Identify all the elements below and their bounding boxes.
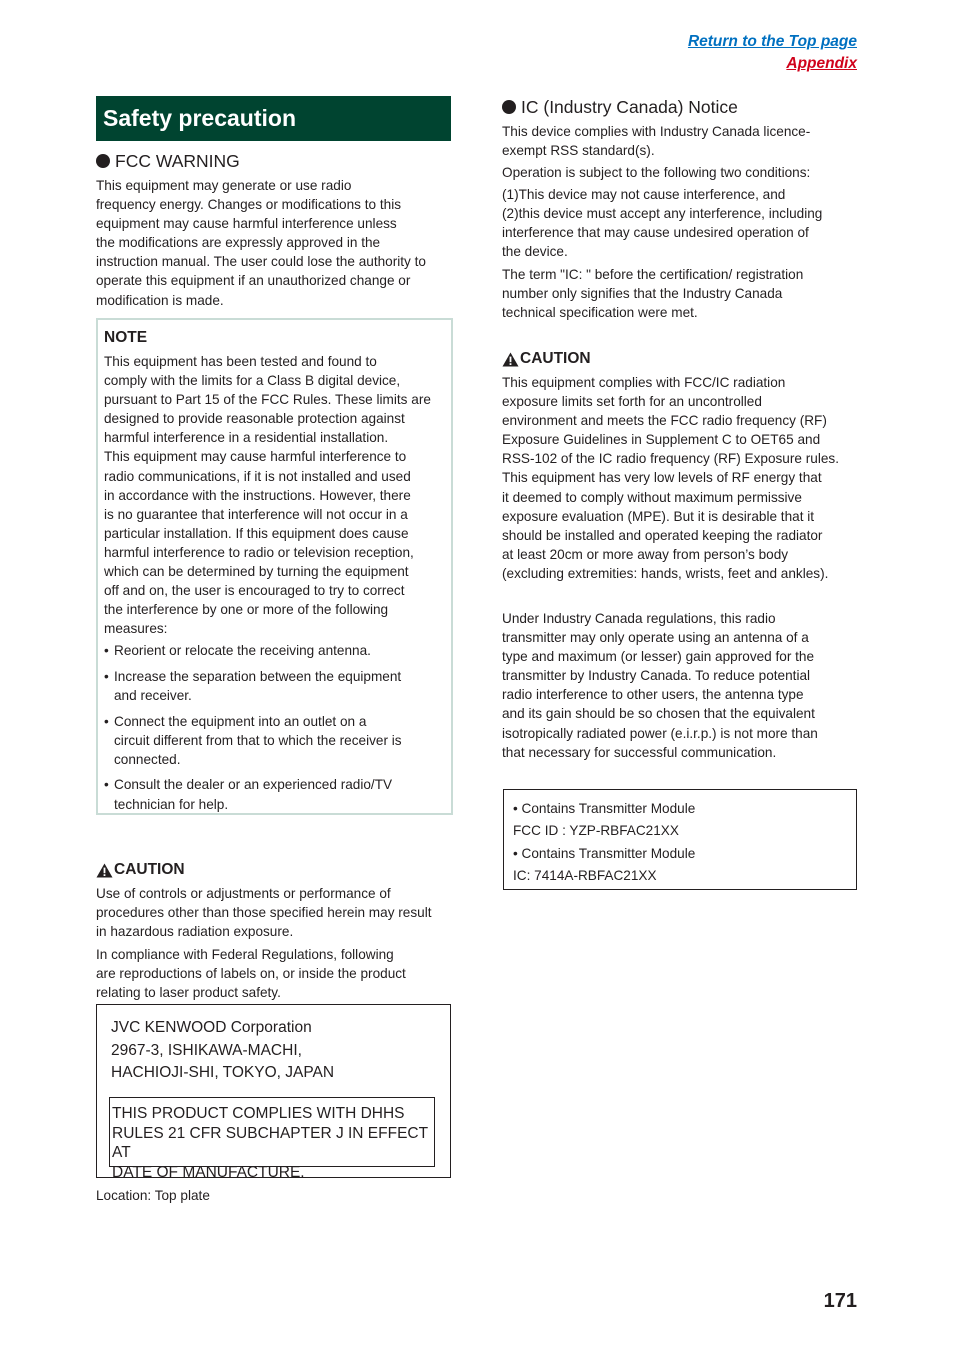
text-line: type and maximum (or lesser) gain approved for the: [502, 649, 815, 665]
warning-triangle-icon: [502, 352, 519, 367]
text-line: transmitter by Industry Canada. To reduce potential: [502, 668, 811, 684]
text-line: interference that may cause undesired operation of: [502, 225, 809, 241]
text-line: exempt RSS standard(s).: [502, 143, 655, 159]
text-line: environment and meets the FCC radio frequency (RF): [502, 413, 827, 429]
note-box: [96, 318, 453, 815]
text-line: in hazardous radiation exposure.: [96, 924, 294, 940]
text-line: This equipment complies with FCC/IC radiation: [502, 375, 786, 390]
text-line: Under Industry Canada regulations, this radio: [502, 611, 776, 626]
fcc-warning-heading-text: FCC WARNING: [115, 151, 240, 171]
text-line: isotropically radiated power (e.i.r.p.) is not more than: [502, 725, 818, 741]
ic-para-2: [502, 163, 810, 182]
text-line: RULES 21 CFR SUBCHAPTER J IN EFFECT AT: [112, 1124, 428, 1162]
text-line: This equipment may cause harmful interference to: [104, 449, 407, 465]
text-line: frequency energy. Changes or modifications to this: [96, 197, 402, 213]
text-line: RSS-102 of the IC radio frequency (RF) Exposure rules.: [502, 451, 839, 467]
product-label-box: [96, 1004, 451, 1181]
text-line: and its gain should be so chosen that the equivalent: [502, 706, 815, 722]
text-line: • Reorient or relocate the receiving antenna.: [114, 643, 371, 659]
text-line: that necessary for successful communication.: [502, 744, 777, 760]
text-line: IC: 7414A-RBFAC21XX: [513, 867, 657, 883]
page-number: 171: [823, 1290, 857, 1312]
text-line: harmful interference to radio or television reception,: [104, 544, 414, 560]
text-line: number only signifies that the Industry Canada: [502, 286, 783, 302]
text-line: the interference by one or more of the following: [104, 602, 389, 618]
text-line: • Increase the separation between the equipment: [114, 669, 402, 684]
text-line: • Contains Transmitter Module: [513, 845, 696, 861]
text-line: pursuant to Part 15 of the FCC Rules. These limits are: [104, 392, 431, 408]
text-line: radio interference to other users, the antenna type: [502, 687, 804, 703]
text-line: in accordance with the instructions. However, there: [104, 487, 411, 503]
laser-caution-heading: [96, 860, 185, 880]
text-line: should be installed and operated keeping the radiator: [502, 527, 823, 543]
fcc-warning-heading: [96, 150, 240, 172]
text-line: off and on, the user is encouraged to try to correct: [104, 583, 405, 599]
text-line: • Connect the equipment into an outlet on a: [114, 713, 367, 729]
text-line: (excluding extremities: hands, wrists, feet and ankles).: [502, 565, 829, 581]
label-location: Location: Top plate: [96, 1188, 210, 1203]
text-line: comply with the limits for a Class B digital device,: [104, 373, 401, 389]
list-item: [104, 667, 445, 705]
list-item: [104, 712, 445, 769]
text-line: (2)this device must accept any interference, including: [502, 206, 823, 222]
text-line: THIS PRODUCT COMPLIES WITH DHHS: [112, 1105, 405, 1122]
text-line: instruction manual. The user could lose the authority to: [96, 254, 426, 270]
text-line: technical specification were met.: [502, 305, 698, 321]
ic-notice-heading-text: IC (Industry Canada) Notice: [521, 97, 738, 117]
text-line: and receiver.: [114, 688, 192, 704]
note-title: NOTE: [104, 329, 148, 346]
dhhs-compliance-text: [110, 1098, 434, 1182]
text-line: JVC KENWOOD Corporation: [111, 1019, 312, 1036]
ic-para-4: [502, 265, 803, 322]
text-line: exposure limits set forth for an uncontrolled: [502, 394, 762, 410]
text-line: FCC ID : YZP-RBFAC21XX: [513, 823, 679, 839]
laser-compliance-text: [96, 945, 406, 1002]
transmitter-module-text: [504, 790, 856, 887]
rf-exposure-text: [502, 373, 839, 583]
manufacturer-address: [111, 1017, 334, 1085]
text-line: procedures other than those specified herein may result: [96, 905, 432, 921]
return-to-top-link[interactable]: Return to the Top page: [687, 33, 857, 50]
antenna-regulation-text: [502, 609, 818, 762]
appendix-link[interactable]: Appendix: [786, 55, 857, 72]
fcc-warning-text: [96, 176, 426, 310]
page-title: Safety precaution: [103, 105, 296, 131]
ic-para-1: [502, 122, 810, 160]
laser-caution-text: [96, 884, 432, 941]
text-line: • Consult the dealer or an experienced radio/TV: [114, 777, 393, 793]
transmitter-module-box: [503, 789, 857, 890]
text-line: modification is made.: [96, 292, 224, 308]
text-line: it deemed to comply without maximum permissive: [502, 489, 802, 505]
text-line: the modifications are expressly approved in the: [96, 235, 381, 251]
text-line: relating to laser product safety.: [96, 985, 281, 1001]
text-line: technician for help.: [114, 796, 229, 812]
text-line: HACHIOJI-SHI, TOKYO, JAPAN: [111, 1064, 335, 1081]
text-line: at least 20cm or more away from person’s body: [502, 546, 789, 562]
text-line: radio communications, if it is not installed and used: [104, 468, 411, 484]
text-line: circuit different from that to which the receiver is: [114, 732, 402, 748]
rf-caution-heading: [502, 349, 591, 369]
text-line: This device complies with Industry Canada licence-: [502, 124, 811, 139]
note-text: [104, 352, 445, 638]
section-title-bar: [96, 96, 451, 141]
text-line: is no guarantee that interference will not occur in a: [104, 506, 408, 522]
rf-caution-heading-text: CAUTION: [520, 350, 591, 367]
text-line: This equipment may generate or use radio: [96, 178, 352, 193]
text-line: DATE OF MANUFACTURE.: [112, 1163, 305, 1181]
text-line: measures:: [104, 621, 168, 637]
text-line: equipment may cause harmful interference unless: [96, 216, 397, 232]
text-line: In compliance with Federal Regulations, following: [96, 947, 394, 962]
ic-notice-heading: [502, 96, 738, 118]
text-line: are reproductions of labels on, or inside the product: [96, 966, 406, 982]
text-line: Exposure Guidelines in Supplement C to OET65 and: [502, 432, 821, 448]
text-line: connected.: [114, 751, 181, 767]
text-line: • Contains Transmitter Module: [513, 801, 696, 816]
text-line: transmitter may only operate using an antenna of a: [502, 630, 809, 646]
list-item: [104, 775, 445, 813]
text-line: designed to provide reasonable protection against: [104, 411, 405, 427]
text-line: The term "IC: " before the certification/ registration: [502, 267, 804, 282]
text-line: operate this equipment if an unauthorized change or: [96, 273, 411, 289]
text-line: This equipment has been tested and found to: [104, 354, 377, 369]
text-line: This equipment has very low levels of RF energy that: [502, 470, 822, 486]
warning-triangle-icon: [96, 863, 113, 878]
text-line: particular installation. If this equipment does cause: [104, 525, 409, 541]
dhhs-compliance-box: [109, 1097, 435, 1181]
text-line: 2967-3, ISHIKAWA-MACHI,: [111, 1041, 302, 1059]
list-item: [104, 641, 445, 660]
text-line: Use of controls or adjustments or performance of: [96, 886, 391, 901]
text-line: the device.: [502, 244, 568, 260]
bullet-dot-icon: [96, 154, 110, 168]
laser-caution-heading-text: CAUTION: [114, 861, 185, 878]
text-line: which can be determined by turning the equipment: [104, 564, 409, 580]
ic-para-3: [502, 185, 822, 261]
text-line: exposure evaluation (MPE). But it is desirable that it: [502, 508, 815, 524]
text-line: (1)This device may not cause interference, and: [502, 187, 786, 202]
header-nav: [688, 31, 857, 75]
bullet-dot-icon: [502, 100, 516, 114]
text-line: harmful interference in a residential installation.: [104, 430, 389, 446]
note-measures-list: [104, 641, 445, 813]
text-line: Operation is subject to the following two conditions:: [502, 165, 811, 180]
